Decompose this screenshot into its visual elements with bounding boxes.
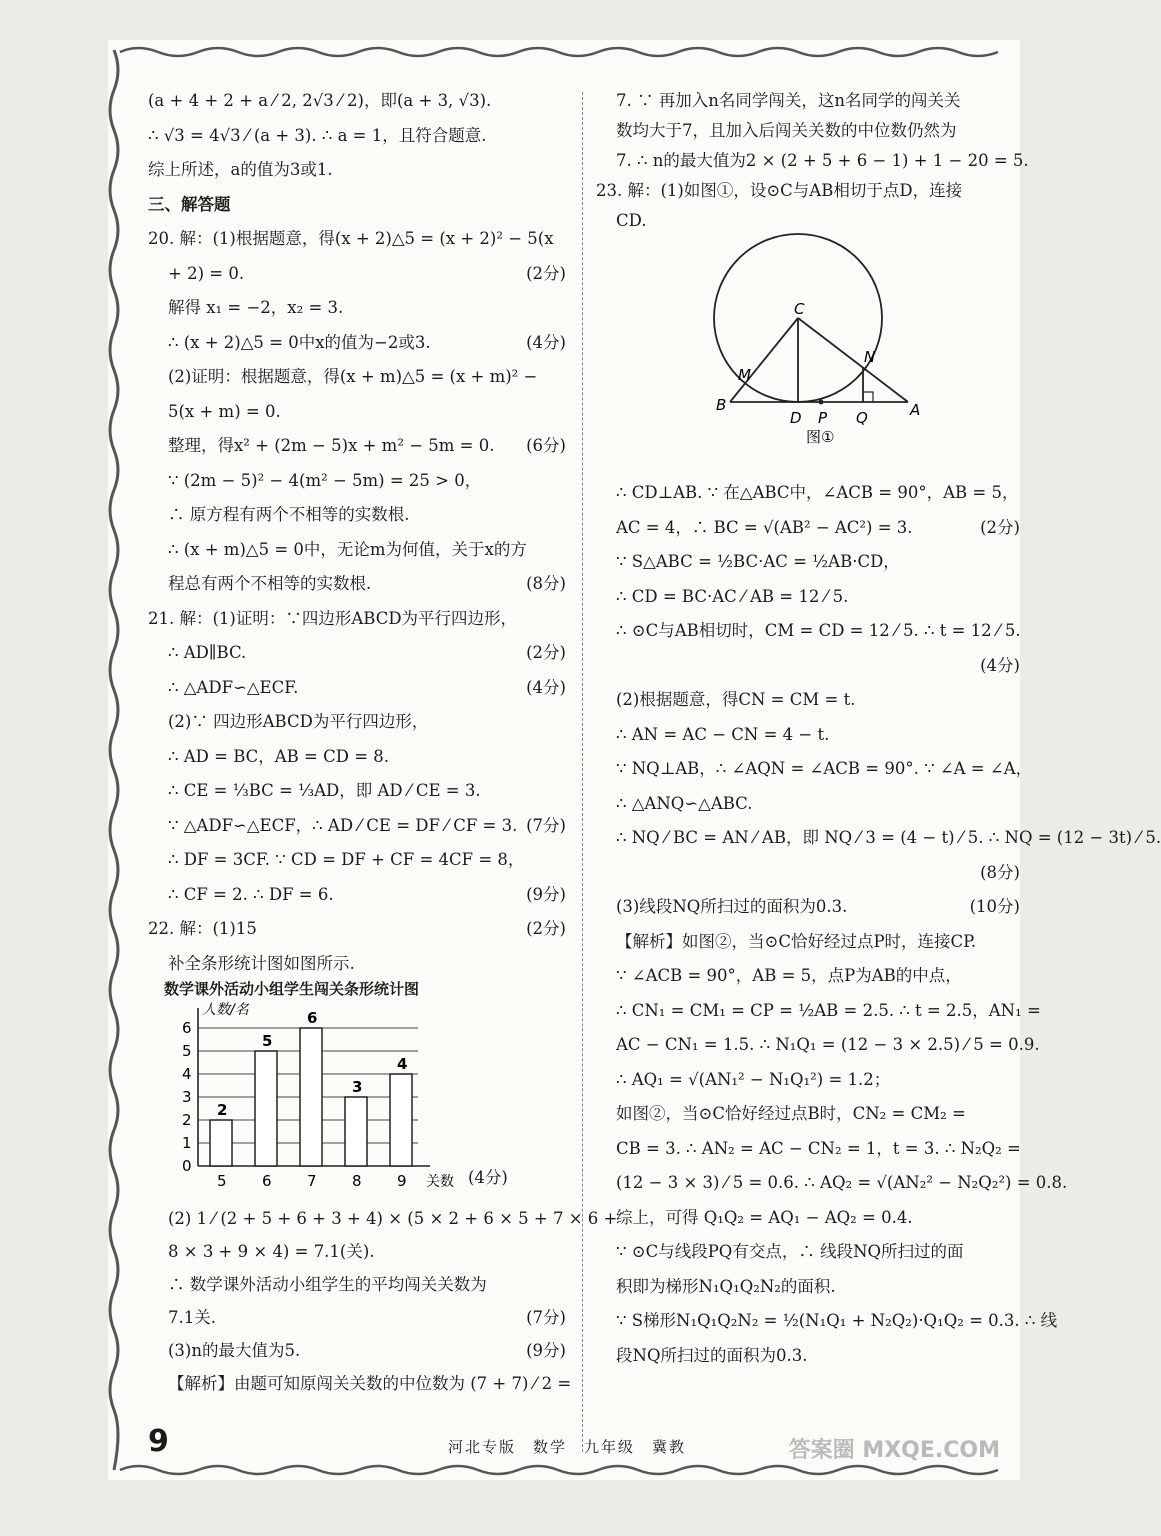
line-text: ∴ AD = BC，AB = CD = 8. <box>168 746 390 766</box>
text-line <box>148 330 566 356</box>
text-line <box>596 1343 1020 1369</box>
text-line <box>148 778 566 804</box>
label-p: P <box>818 409 828 427</box>
score-mark: (4分) <box>980 655 1020 675</box>
text-line <box>148 226 566 252</box>
score-mark: (8分) <box>980 862 1020 882</box>
text-line <box>148 882 566 908</box>
line-text: ∴ CD⊥AB. ∵ 在△ABC中，∠ACB = 90°，AB = 5， <box>616 483 1019 502</box>
text-line <box>148 399 566 425</box>
segment-ca <box>798 318 908 402</box>
text-line <box>148 295 566 321</box>
line-text: 解得 x₁ = −2，x₂ = 3. <box>168 298 344 317</box>
score-mark: (2分) <box>980 517 1020 537</box>
text-line <box>596 1032 1040 1058</box>
text-line <box>596 1205 1020 1231</box>
text-line <box>148 192 566 218</box>
x-tick-label: 8 <box>352 1172 362 1190</box>
y-tick-label: 6 <box>182 1019 192 1037</box>
text-line <box>596 549 1020 575</box>
y-tick-label: 5 <box>182 1042 192 1060</box>
segment-cb <box>730 318 798 402</box>
line-text: ∴ 数学课外活动小组学生的平均闯关关数为 <box>168 1275 487 1294</box>
bar-value-label: 4 <box>397 1055 408 1073</box>
chart-score: (4分) <box>468 1168 508 1187</box>
line-text: CD. <box>616 211 647 230</box>
bar <box>345 1097 367 1166</box>
line-text: 7. ∵ 再加入n名同学闯关，这n名同学的闯关关 <box>616 91 961 110</box>
line-text: ∴ △ADF∽△ECF. <box>168 677 299 697</box>
bar-value-label: 2 <box>217 1101 228 1119</box>
line-text: 积即为梯形N₁Q₁Q₂N₂的面积. <box>616 1276 836 1296</box>
line-text: 数均大于7，且加入后闯关关数的中位数仍然为 <box>616 121 957 140</box>
line-text: ∵ S梯形N₁Q₁Q₂N₂ = ½(N₁Q₁ + N₂Q₂)·Q₁Q₂ = 0.3. ∴ 线 <box>616 1311 1058 1330</box>
x-tick-label: 6 <box>262 1172 272 1190</box>
text-line <box>596 88 1020 114</box>
line-text: 段NQ所扫过的面积为0.3. <box>616 1345 808 1365</box>
line-text: 综上所述，a的值为3或1. <box>148 160 333 179</box>
column-divider <box>582 92 583 1452</box>
geometry-figure-1 <box>708 230 938 445</box>
bar-value-label: 5 <box>262 1032 273 1050</box>
line-text: (2) 1 ⁄ (2 + 5 + 6 + 3 + 4) × (5 × 2 + 6 × 5 + 7 × 6 + <box>168 1209 618 1228</box>
text-line <box>148 1239 566 1265</box>
score-mark: (9分) <box>526 1341 566 1360</box>
bar <box>300 1028 322 1166</box>
line-text: 【解析】如图②，当⊙C恰好经过点P时，连接CP. <box>616 931 977 951</box>
text-line <box>148 1305 566 1331</box>
text-line <box>596 584 1020 610</box>
line-text: 21. 解：(1)证明：∵四边形ABCD为平行四边形， <box>148 608 518 628</box>
text-line <box>596 1136 1020 1162</box>
text-line <box>148 537 566 563</box>
text-line <box>148 1272 566 1298</box>
line-text: ∴ (x + m)△5 = 0中，无论m为何值，关于x的方 <box>168 539 527 559</box>
bar <box>390 1074 412 1166</box>
text-line <box>148 571 566 597</box>
line-text: ∵ S△ABC = ½BC·AC = ½AB·CD， <box>616 552 900 571</box>
text-line <box>148 1206 618 1232</box>
line-text: 【解析】由题可知原闯关关数的中位数为 (7 + 7) ⁄ 2 = <box>168 1374 572 1393</box>
text-line <box>596 1067 1020 1093</box>
text-line <box>596 1239 1020 1265</box>
y-tick-label: 0 <box>182 1157 192 1175</box>
footer-text: 河北专版 数学 九年级 冀教 <box>448 1438 687 1456</box>
line-text: (2)∵ 四边形ABCD为平行四边形， <box>168 712 429 731</box>
score-mark: (2分) <box>526 643 566 662</box>
score-mark: (10分) <box>969 897 1020 916</box>
line-text: ∴ √3 = 4√3 ⁄ (a + 3). ∴ a = 1，且符合题意. <box>148 125 487 145</box>
text-line <box>596 1101 1020 1127</box>
text-line <box>148 606 566 632</box>
line-text: ∴ ⊙C与AB相切时，CM = CD = 12 ⁄ 5. ∴ t = 12 ⁄ 5. <box>616 621 1021 640</box>
text-line <box>596 618 1020 644</box>
line-text: 5(x + m) = 0. <box>168 401 281 421</box>
text-line <box>596 722 1020 748</box>
x-tick-label: 9 <box>397 1172 407 1190</box>
text-line <box>148 916 566 942</box>
line-text: (3)线段NQ所扫过的面积为0.3. <box>616 897 848 916</box>
text-line <box>148 675 566 701</box>
text-line <box>596 148 1029 174</box>
x-tick-label: 7 <box>307 1172 317 1190</box>
text-line <box>596 1170 1068 1196</box>
text-line <box>148 157 566 183</box>
text-line <box>596 825 1161 851</box>
y-axis-label: 人数/名 <box>202 1002 249 1018</box>
label-m: M <box>738 366 751 384</box>
y-tick-label: 2 <box>182 1111 192 1129</box>
line-text: ∴ (x + 2)△5 = 0中x的值为−2或3. <box>168 332 431 352</box>
text-line <box>596 515 1020 541</box>
x-tick-label: 5 <box>217 1172 227 1190</box>
score-mark: (9分) <box>526 884 566 904</box>
line-text: ∴ AD∥BC. <box>168 643 247 662</box>
line-text: ∵ ⊙C与线段PQ有交点，∴ 线段NQ所扫过的面 <box>616 1242 964 1261</box>
score-mark: (7分) <box>526 1308 566 1327</box>
answer-page <box>108 40 1161 1480</box>
text-line <box>148 1371 572 1397</box>
text-line <box>148 88 566 114</box>
text-line <box>148 813 566 839</box>
text-line <box>148 951 566 977</box>
label-b: B <box>716 396 727 414</box>
bar <box>210 1120 232 1166</box>
line-text: 三、解答题 <box>148 194 231 214</box>
label-q: Q <box>856 409 868 427</box>
text-line <box>148 502 566 528</box>
line-text: ∴ 原方程有两个不相等的实数根. <box>168 505 410 524</box>
line-text: ∴ AN = AC − CN = 4 − t. <box>616 724 830 744</box>
text-line <box>596 756 1033 782</box>
line-text: ∵ NQ⊥AB，∴ ∠AQN = ∠ACB = 90°. ∵ ∠A = ∠A， <box>616 759 1033 778</box>
line-text: 补全条形统计图如图所示. <box>168 953 355 973</box>
point-p <box>819 400 824 405</box>
text-line <box>148 640 566 666</box>
line-text: + 2) = 0. <box>168 263 245 283</box>
label-n: N <box>864 348 876 366</box>
line-text: (3)n的最大值为5. <box>168 1341 301 1360</box>
line-text: ∴ AQ₁ = √(AN₁² − N₁Q₁²) = 1.2； <box>616 1069 891 1089</box>
score-mark: (8分) <box>526 574 566 593</box>
line-text: (2)根据题意，得CN = CM = t. <box>616 690 856 709</box>
line-text: 8 × 3 + 9 × 4) = 7.1(关). <box>168 1242 375 1261</box>
page-number: 9 <box>148 1424 169 1459</box>
text-line <box>148 744 566 770</box>
line-text: ∴ CE = ⅓BC = ⅓AD，即 AD ⁄ CE = 3. <box>168 781 481 800</box>
line-text: 23. 解：(1)如图①，设⊙C与AB相切于点D，连接 <box>596 181 963 200</box>
text-line <box>148 468 566 494</box>
bar-value-label: 3 <box>352 1078 363 1096</box>
line-text: ∴ DF = 3CF. ∵ CD = DF + CF = 4CF = 8， <box>168 850 525 869</box>
text-line <box>596 178 1020 204</box>
line-text: ∴ CD = BC·AC ⁄ AB = 12 ⁄ 5. <box>616 586 849 606</box>
text-line <box>596 118 1020 144</box>
text-line <box>596 860 1020 886</box>
line-text: 7.1关. <box>168 1308 216 1327</box>
line-text: 整理，得x² + (2m − 5)x + m² − 5m = 0. <box>168 436 495 455</box>
score-mark: (2分) <box>526 263 566 283</box>
text-line <box>596 929 1020 955</box>
line-text: ∵ ∠ACB = 90°，AB = 5，点P为AB的中点， <box>616 966 962 985</box>
score-mark: (2分) <box>526 919 566 938</box>
watermark: 答案圈 MXQE.COM <box>788 1438 1000 1463</box>
line-text: (2)证明：根据题意，得(x + m)△5 = (x + m)² − <box>168 367 538 386</box>
text-line <box>596 894 1020 920</box>
line-text: AC = 4，∴ BC = √(AB² − AC²) = 3. <box>616 517 913 537</box>
y-tick-label: 1 <box>182 1134 192 1152</box>
y-tick-label: 3 <box>182 1088 192 1106</box>
line-text: ∴ △ANQ∽△ABC. <box>616 793 753 813</box>
y-tick-label: 4 <box>182 1065 192 1083</box>
line-text: CB = 3. ∴ AN₂ = AC − CN₂ = 1，t = 3. ∴ N₂Q₂ = <box>616 1138 1021 1158</box>
text-line <box>148 261 566 287</box>
x-axis-label: 关数 <box>426 1174 454 1190</box>
text-line <box>596 1308 1058 1334</box>
line-text: ∴ CN₁ = CM₁ = CP = ½AB = 2.5. ∴ t = 2.5，AN₁ = <box>616 1000 1041 1020</box>
text-line <box>596 480 1020 506</box>
label-c: C <box>794 300 805 318</box>
text-line <box>148 433 566 459</box>
line-text: ∴ NQ ⁄ BC = AN ⁄ AB，即 NQ ⁄ 3 = (4 − t) ⁄ 5. ∴ NQ = (12 − 3t) ⁄ 5. <box>616 828 1161 847</box>
line-text: 7. ∴ n的最大值为2 × (2 + 5 + 6 − 1) + 1 − 20 = 5. <box>616 151 1029 170</box>
label-a: A <box>910 401 921 419</box>
text-line <box>596 687 1020 713</box>
score-mark: (6分) <box>526 436 566 455</box>
line-text: ∴ CF = 2. ∴ DF = 6. <box>168 884 334 904</box>
text-line <box>596 653 1020 679</box>
score-mark: (7分) <box>526 815 566 835</box>
chart-title: 数学课外活动小组学生闯关条形统计图 <box>164 980 420 998</box>
line-text: (a + 4 + 2 + a ⁄ 2, 2√3 ⁄ 2)，即(a + 3, √3). <box>148 91 492 110</box>
line-text: AC − CN₁ = 1.5. ∴ N₁Q₁ = (12 − 3 × 2.5) ⁄ 5 = 0.9. <box>616 1035 1040 1054</box>
text-line <box>596 963 1020 989</box>
bar-chart <box>158 998 488 1188</box>
text-line <box>148 123 566 149</box>
line-text: ∵ (2m − 5)² − 4(m² − 5m) = 25 > 0， <box>168 470 482 490</box>
line-text: 22. 解：(1)15 <box>148 919 257 938</box>
text-line <box>148 709 566 735</box>
text-line <box>596 791 1020 817</box>
line-text: 如图②，当⊙C恰好经过点B时，CN₂ = CM₂ = <box>616 1104 966 1123</box>
bar-value-label: 6 <box>307 1009 318 1027</box>
text-line <box>596 1274 1020 1300</box>
bar <box>255 1051 277 1166</box>
score-mark: (4分) <box>526 677 566 697</box>
text-line <box>148 847 566 873</box>
label-d: D <box>790 409 802 427</box>
line-text: 20. 解：(1)根据题意，得(x + 2)△5 = (x + 2)² − 5(x <box>148 229 554 248</box>
score-mark: (4分) <box>526 332 566 352</box>
text-line <box>596 998 1041 1024</box>
text-line <box>148 1338 566 1364</box>
line-text: 综上，可得 Q₁Q₂ = AQ₁ − AQ₂ = 0.4. <box>616 1207 913 1227</box>
figure-caption: 图① <box>806 428 835 446</box>
line-text: (12 − 3 × 3) ⁄ 5 = 0.6. ∴ AQ₂ = √(AN₂² − N₂Q₂²) = 0.8. <box>616 1173 1068 1192</box>
text-line <box>148 364 566 390</box>
page-footer <box>108 1420 1020 1470</box>
line-text: ∵ △ADF∽△ECF，∴ AD ⁄ CE = DF ⁄ CF = 3. <box>168 815 518 835</box>
line-text: 程总有两个不相等的实数根. <box>168 574 372 593</box>
right-angle-mark <box>863 392 873 402</box>
